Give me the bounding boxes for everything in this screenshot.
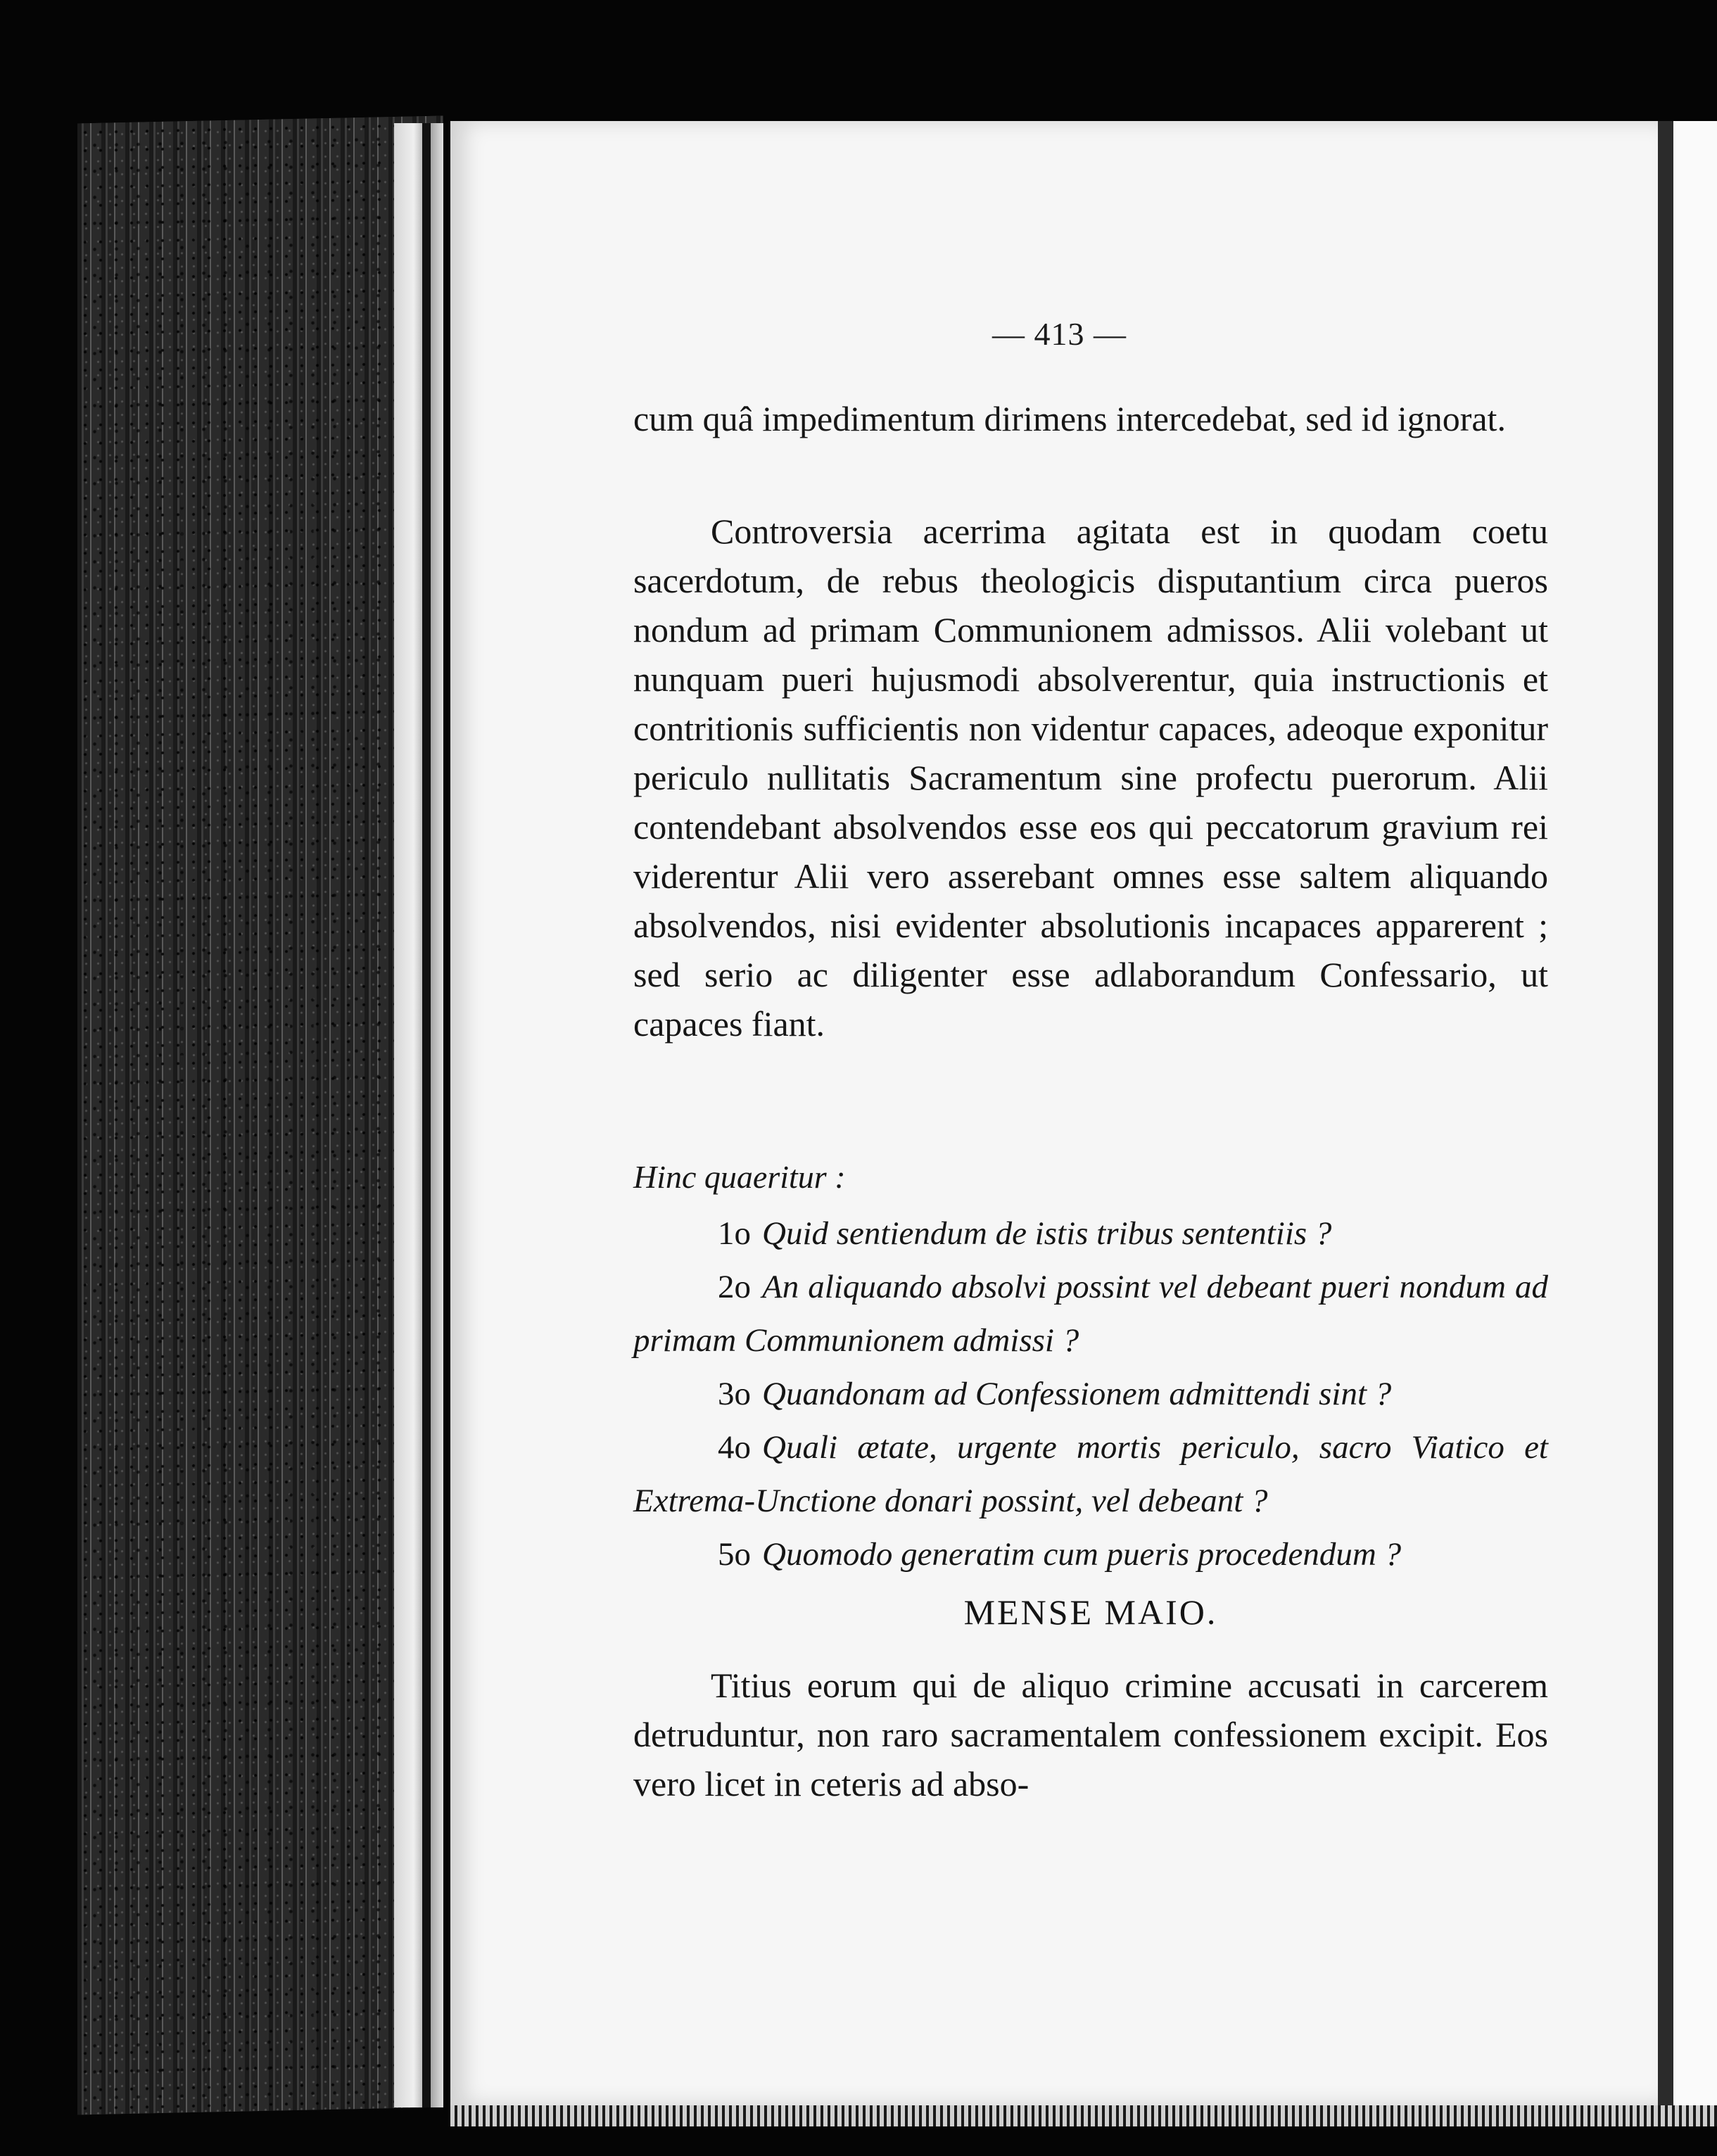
question-text: Quid sentiendum de istis tribus sententiis ? <box>762 1215 1332 1252</box>
question-text: Quomodo generatim cum pueris procedendum ? <box>762 1536 1402 1573</box>
question-number: 2o <box>718 1269 751 1305</box>
titius-paragraph <box>633 1661 1548 1808</box>
question-number: 4o <box>718 1429 751 1466</box>
question-list <box>633 1207 1548 1581</box>
question-number: 3o <box>718 1376 751 1412</box>
titius-text: Titius eorum qui de aliquo crimine accusati in carcerem detruduntur, non raro sacramentalem confessionem excipit. Eos vero licet in ceteris ad abso- <box>633 1666 1548 1803</box>
question-item <box>633 1367 1548 1421</box>
continuation-paragraph <box>633 394 1548 443</box>
next-page-sliver <box>1673 121 1717 2105</box>
controversia-paragraph <box>633 507 1548 1048</box>
page-number: — 413 — <box>992 316 1127 352</box>
question-number: 5o <box>718 1536 751 1573</box>
question-number: 1o <box>718 1215 751 1252</box>
page-right-edge <box>1658 121 1673 2105</box>
question-text: An aliquando absolvi possint vel debeant pueri nondum ad primam Communionem admissi ? <box>633 1269 1548 1359</box>
bottom-page-edges <box>450 2105 1717 2126</box>
question-item <box>633 1421 1548 1528</box>
question-item <box>633 1260 1548 1367</box>
controversia-text: Controversia acerrima agitata est in quodam coetu sacerdotum, de rebus theologicis disputantium circa pueros nondum ad primam Communionem admissos. Alii volebant ut nunquam pueri hujusmodi absolverentur, quia instructionis et contritionis sufficientis non videntur capaces, adeoque exponitur periculo nullitatis Sacramentum sine profectu puerorum. Alii contendebant absolvendos esse eos qui peccatorum gravium rei viderentur Alii vero asserebant omnes esse saltem aliquando absolvendos, nisi evidenter absolutionis incapaces apparerent ; sed serio ac diligenter esse adlaborandum Confessario, ut capaces fiant. <box>633 512 1548 1044</box>
question-text: Quali ætate, urgente mortis periculo, sacro Viatico et Extrema-Unctione donari possint, vel debeant ? <box>633 1429 1548 1519</box>
question-text: Quandonam ad Confessionem admittendi sint ? <box>762 1376 1392 1412</box>
continuation-text: cum quâ impedimentum dirimens intercedebat, sed id ignorat. <box>633 399 1506 438</box>
book-page-edges <box>77 116 443 2115</box>
question-item <box>633 1207 1548 1260</box>
hinc-quaeritur: Hinc quaeritur : <box>633 1159 846 1195</box>
section-heading: MENSE MAIO. <box>963 1592 1218 1632</box>
book-gutter <box>422 123 431 2107</box>
question-item <box>633 1528 1548 1581</box>
page-edge-highlight <box>394 123 443 2107</box>
